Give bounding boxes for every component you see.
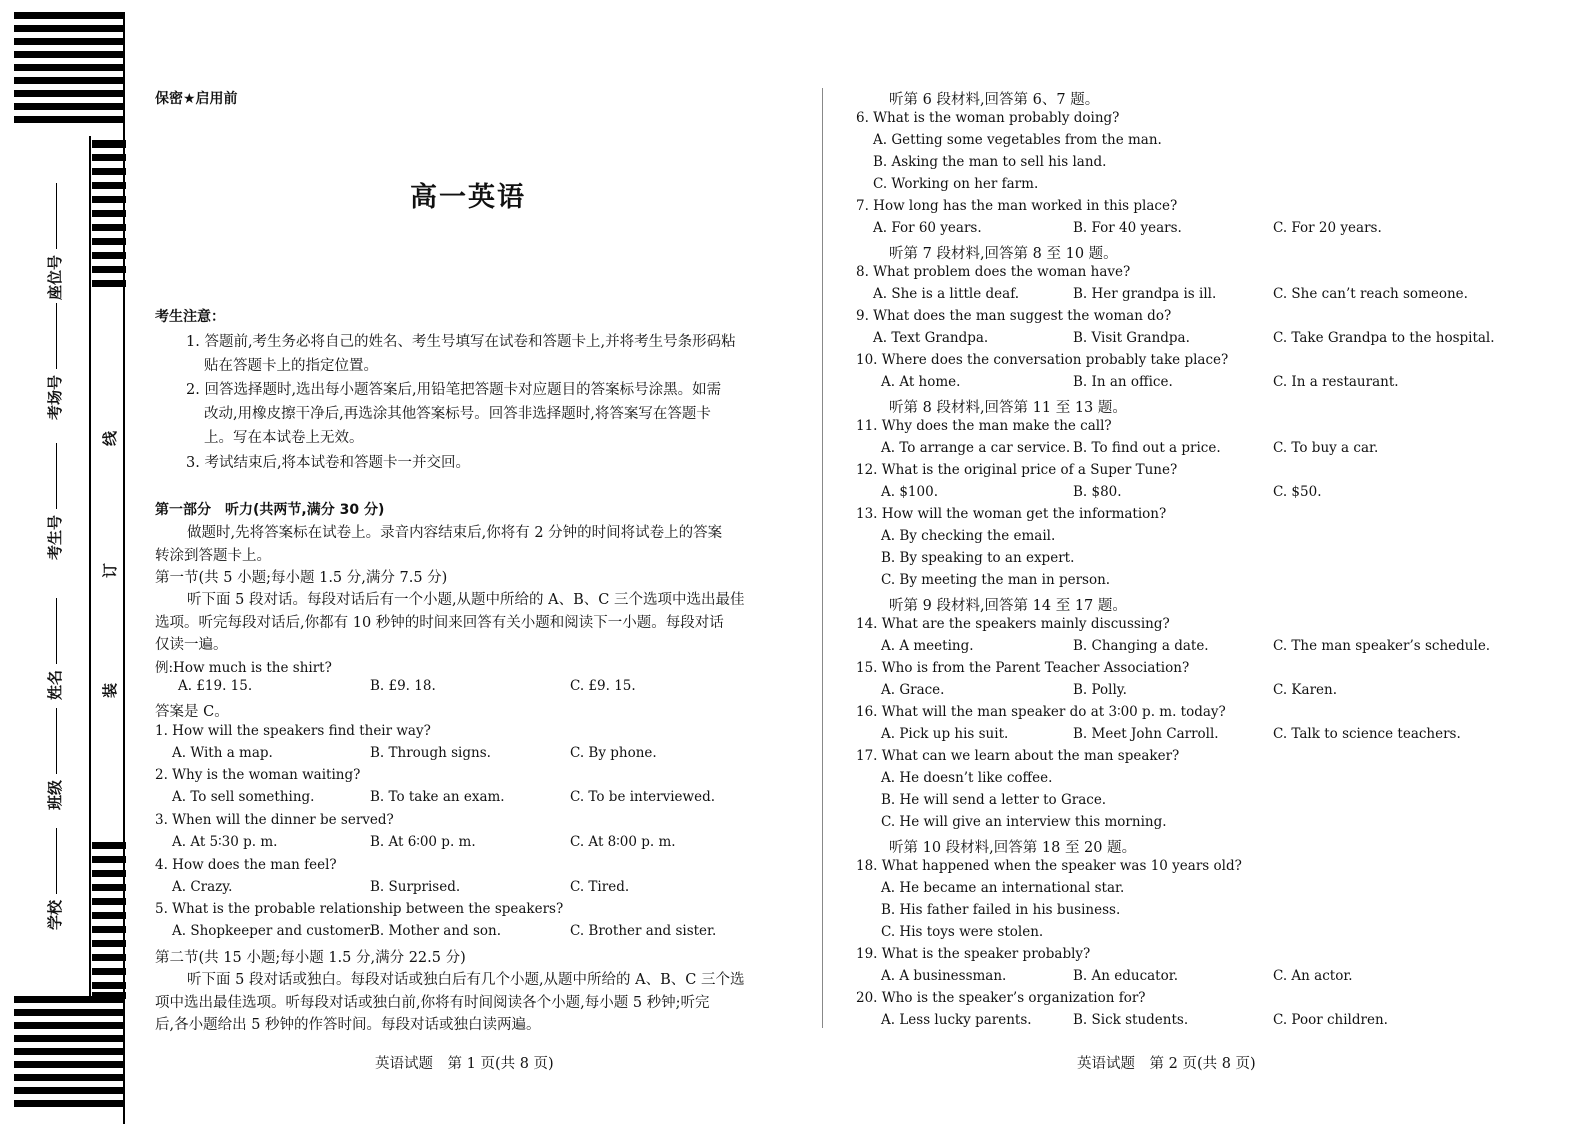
question-4: 4. How does the man feel?	[155, 857, 337, 873]
option: B. $80.	[1073, 484, 1122, 500]
question-10: 10. Where does the conversation probably take place?	[856, 352, 1229, 368]
option: B. To take an exam.	[370, 789, 505, 805]
option: A. To arrange a car service.	[881, 440, 1071, 456]
confidential-label: 保密★启用前	[155, 91, 238, 107]
field-label: 考生号	[46, 514, 64, 560]
option: B. Polly.	[1073, 682, 1127, 698]
binding-field-name	[44, 598, 65, 700]
option: C. Working on her farm.	[873, 176, 1039, 192]
option: A. At home.	[881, 374, 961, 390]
section2-heading: 第二节(共 15 小题;每小题 1.5 分,满分 22.5 分)	[155, 950, 466, 966]
binding-field-seat	[44, 183, 65, 300]
option: B. Meet John Carroll.	[1073, 726, 1219, 742]
option: A. She is a little deaf.	[873, 286, 1020, 302]
question-20: 20. Who is the speaker’s organization for?	[856, 990, 1146, 1006]
option: A. $100.	[881, 484, 938, 500]
binding-field-room	[44, 303, 65, 420]
section2-intro-line: 后,各小题给出 5 秒钟的作答时间。每段对话或独白读两遍。	[155, 1017, 541, 1033]
example-answer: 答案是 C。	[155, 704, 229, 720]
option: B. Mother and son.	[370, 923, 502, 939]
option: C. By phone.	[570, 745, 657, 761]
question-17: 17. What can we learn about the man speaker?	[856, 748, 1180, 764]
option: A. Shopkeeper and customer.	[172, 923, 374, 939]
option: B. His father failed in his business.	[881, 902, 1121, 918]
option: C. Poor children.	[1273, 1012, 1388, 1028]
material-10-heading: 听第 10 段材料,回答第 18 至 20 题。	[889, 840, 1137, 856]
option: B. To find out a price.	[1073, 440, 1221, 456]
exam-title: 高一英语	[410, 182, 526, 213]
question-18: 18. What happened when the speaker was 10 years old?	[856, 858, 1242, 874]
option: C. For 20 years.	[1273, 220, 1382, 236]
option: B. At 6∶00 p. m.	[370, 834, 476, 850]
option: A. At 5∶30 p. m.	[172, 834, 278, 850]
page1-footer: 英语试题 第 1 页(共 8 页)	[375, 1056, 554, 1072]
material-8-heading: 听第 8 段材料,回答第 11 至 13 题。	[889, 400, 1127, 416]
binding-stripes-top	[14, 12, 124, 129]
option: A. A meeting.	[881, 638, 974, 654]
option: B. Visit Grandpa.	[1073, 330, 1190, 346]
option: B. Through signs.	[370, 745, 491, 761]
binding-field-examinee-no	[44, 443, 65, 560]
section1-intro-line: 仅读一遍。	[155, 637, 228, 653]
option: B. In an office.	[1073, 374, 1173, 390]
section2-intro-line: 听下面 5 段对话或独白。每段对话或独白后有几个小题,从题中所给的 A、B、C 三个选	[187, 972, 745, 988]
question-11: 11. Why does the man make the call?	[856, 418, 1112, 434]
option: C. Brother and sister.	[570, 923, 717, 939]
option: C. To buy a car.	[1273, 440, 1379, 456]
binding-border-line	[89, 136, 91, 1000]
option: B. He will send a letter to Grace.	[881, 792, 1107, 808]
question-9: 9. What does the man suggest the woman do?	[856, 308, 1172, 324]
option: C. At 8∶00 p. m.	[570, 834, 676, 850]
option: C. By meeting the man in person.	[881, 572, 1111, 588]
option: A. For 60 years.	[873, 220, 982, 236]
cut-mark-line: 线	[101, 430, 120, 447]
option: B. For 40 years.	[1073, 220, 1182, 236]
example-option-a: A. £19. 15.	[178, 678, 253, 694]
option: C. His toys were stolen.	[881, 924, 1044, 940]
question-5: 5. What is the probable relationship between the speakers?	[155, 901, 564, 917]
option: C. To be interviewed.	[570, 789, 716, 805]
question-6: 6. What is the woman probably doing?	[856, 110, 1120, 126]
notice-line: 改动,用橡皮擦干净后,再选涂其他答案标号。回答非选择题时,将答案写在答题卡	[204, 406, 711, 422]
question-1: 1. How will the speakers find their way?	[155, 723, 431, 739]
question-19: 19. What is the speaker probably?	[856, 946, 1091, 962]
option: C. In a restaurant.	[1273, 374, 1399, 390]
option: B. Changing a date.	[1073, 638, 1209, 654]
example-option-c: C. £9. 15.	[570, 678, 636, 694]
field-label: 姓名	[46, 669, 64, 700]
binding-field-school	[44, 828, 65, 930]
question-12: 12. What is the original price of a Super Tune?	[856, 462, 1178, 478]
option: B. Asking the man to sell his land.	[873, 154, 1107, 170]
option: A. He became an international star.	[881, 880, 1125, 896]
option: A. He doesn’t like coffee.	[881, 770, 1053, 786]
option: A. Crazy.	[172, 879, 233, 895]
question-16: 16. What will the man speaker do at 3∶00 p. m. today?	[856, 704, 1226, 720]
question-7: 7. How long has the man worked in this place?	[856, 198, 1178, 214]
section1-heading: 第一节(共 5 小题;每小题 1.5 分,满分 7.5 分)	[155, 570, 448, 586]
option: B. By speaking to an expert.	[881, 550, 1075, 566]
column-divider	[822, 88, 823, 1028]
option: A. Less lucky parents.	[881, 1012, 1032, 1028]
option: C. The man speaker’s schedule.	[1273, 638, 1491, 654]
section2-intro-line: 项中选出最佳选项。听每段对话或独白前,你将有时间阅读各个小题,每小题 5 秒钟;听完	[155, 995, 710, 1011]
question-2: 2. Why is the woman waiting?	[155, 767, 361, 783]
notice-line: 1. 答题前,考生务必将自己的姓名、考生号填写在试卷和答题卡上,并将考生号条形码粘	[186, 334, 736, 350]
option: A. A businessman.	[881, 968, 1007, 984]
part1-heading: 第一部分 听力(共两节,满分 30 分)	[155, 502, 385, 518]
binding-field-class	[44, 708, 65, 810]
notice-line: 上。写在本试卷上无效。	[204, 430, 364, 446]
option: A. To sell something.	[172, 789, 315, 805]
option: C. An actor.	[1273, 968, 1353, 984]
question-15: 15. Who is from the Parent Teacher Association?	[856, 660, 1190, 676]
part1-intro-line: 做题时,先将答案标在试卷上。录音内容结束后,你将有 2 分钟的时间将试卷上的答案	[187, 525, 723, 541]
section1-intro-line: 选项。听完每段对话后,你都有 10 秒钟的时间来回答有关小题和阅读下一小题。每段对话	[155, 615, 724, 631]
question-3: 3. When will the dinner be served?	[155, 812, 394, 828]
option: C. $50.	[1273, 484, 1322, 500]
option: C. Tired.	[570, 879, 630, 895]
section1-intro-line: 听下面 5 段对话。每段对话后有一个小题,从题中所给的 A、B、C 三个选项中选出最佳	[187, 592, 745, 608]
notice-line: 贴在答题卡上的指定位置。	[204, 358, 378, 374]
field-label: 学校	[46, 899, 64, 930]
question-14: 14. What are the speakers mainly discussing?	[856, 616, 1170, 632]
notice-line: 3. 考试结束后,将本试卷和答题卡一并交回。	[186, 455, 471, 471]
material-7-heading: 听第 7 段材料,回答第 8 至 10 题。	[889, 246, 1118, 262]
part1-intro-line: 转涂到答题卡上。	[155, 548, 271, 564]
field-label: 班级	[46, 779, 64, 810]
option: A. With a map.	[172, 745, 273, 761]
option: A. By checking the email.	[881, 528, 1056, 544]
binding-stripes-bottom	[14, 996, 124, 1113]
notice-line: 2. 回答选择题时,选出每小题答案后,用铅笔把答题卡对应题目的答案标号涂黑。如需	[186, 382, 722, 398]
cut-mark-install: 装	[101, 682, 120, 699]
page2-footer: 英语试题 第 2 页(共 8 页)	[1077, 1056, 1256, 1072]
option: A. Pick up his suit.	[881, 726, 1009, 742]
cut-mark-bind: 订	[101, 562, 120, 579]
option: B. Her grandpa is ill.	[1073, 286, 1217, 302]
option: C. He will give an interview this morning.	[881, 814, 1167, 830]
option: B. An educator.	[1073, 968, 1178, 984]
example-option-b: B. £9. 18.	[370, 678, 436, 694]
option: C. Karen.	[1273, 682, 1337, 698]
option: C. Take Grandpa to the hospital.	[1273, 330, 1495, 346]
option: A. Text Grandpa.	[873, 330, 989, 346]
option: C. Talk to science teachers.	[1273, 726, 1461, 742]
question-13: 13. How will the woman get the information?	[856, 506, 1167, 522]
material-6-heading: 听第 6 段材料,回答第 6、7 题。	[889, 92, 1100, 108]
option: A. Getting some vegetables from the man.	[873, 132, 1162, 148]
option: B. Surprised.	[370, 879, 461, 895]
material-9-heading: 听第 9 段材料,回答第 14 至 17 题。	[889, 598, 1127, 614]
field-label: 座位号	[46, 254, 64, 300]
field-label: 考场号	[46, 374, 64, 420]
option: C. She can’t reach someone.	[1273, 286, 1468, 302]
option: B. Sick students.	[1073, 1012, 1189, 1028]
example-question: 例:How much is the shirt?	[155, 660, 332, 676]
question-8: 8. What problem does the woman have?	[856, 264, 1131, 280]
notice-heading: 考生注意：	[155, 309, 225, 325]
option: A. Grace.	[881, 682, 945, 698]
